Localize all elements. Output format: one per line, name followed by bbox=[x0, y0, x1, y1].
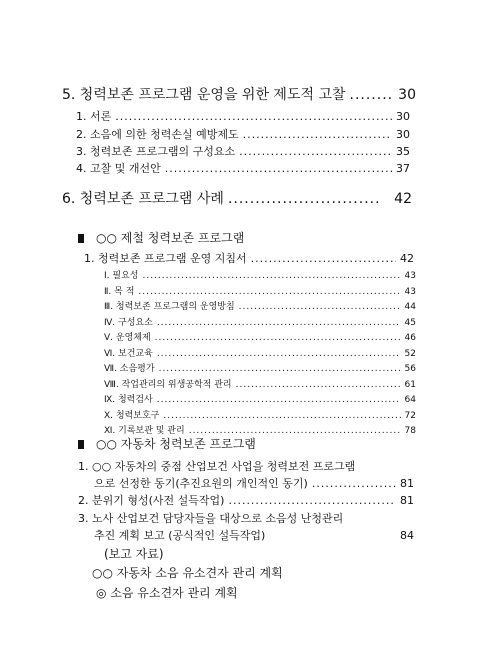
leader-dots bbox=[142, 271, 400, 281]
entry-title: 4. 고찰 및 개선안 bbox=[76, 162, 161, 175]
auto-sub-item-2: ◎ 소음 유소견자 관리 계획 bbox=[96, 586, 238, 600]
toc-entry bbox=[76, 160, 410, 176]
entry-title: Ⅶ. 소음평가 bbox=[104, 364, 155, 374]
entry-title: 2. 분위기 형성(사전 설득작업) bbox=[78, 494, 225, 507]
page-number: 44 bbox=[404, 302, 416, 312]
subsection-label: ○○ 자동차 청력보존 프로그램 bbox=[96, 437, 256, 451]
toc-section-5 bbox=[62, 84, 416, 104]
page-number: 30 bbox=[396, 110, 410, 123]
leader-dots bbox=[239, 145, 392, 158]
entry-title: 1. 서론 bbox=[76, 110, 112, 123]
auto-item-3-note: (보고 자료) bbox=[104, 547, 164, 561]
entry-title: Ⅺ. 기록보관 및 관리 bbox=[104, 426, 185, 436]
page-number: 45 bbox=[404, 317, 416, 328]
toc-entry bbox=[104, 346, 416, 359]
page-number: 35 bbox=[396, 145, 410, 158]
toc-entry bbox=[76, 126, 410, 142]
page-number: 52 bbox=[404, 348, 416, 359]
entry-title: 으로 선정한 동기(추진요원의 개인적인 동기) bbox=[94, 477, 308, 490]
page-number: 61 bbox=[404, 379, 416, 390]
toc-entry bbox=[104, 268, 416, 281]
page-number: 43 bbox=[404, 271, 416, 281]
page-number: 72 bbox=[404, 410, 416, 421]
toc-entry bbox=[84, 250, 414, 266]
entry-title: Ⅰ. 필요성 bbox=[104, 271, 139, 281]
leader-dots bbox=[350, 87, 395, 103]
square-bullet-icon bbox=[78, 234, 84, 243]
toc-entry bbox=[76, 108, 410, 124]
page-number: 46 bbox=[404, 333, 416, 343]
leader-dots bbox=[236, 380, 401, 390]
leader-dots bbox=[115, 110, 392, 123]
page-number: 81 bbox=[400, 494, 414, 507]
section-title: 6. 청력보존 프로그램 사례 bbox=[62, 191, 224, 207]
leader-dots bbox=[157, 318, 401, 328]
entry-title: 추진 계획 보고 (공식적인 설득작업) bbox=[94, 529, 266, 542]
auto-sub-item-1: ○○ 자동차 소음 유소견자 관리 계획 bbox=[92, 566, 283, 580]
toc-entry bbox=[104, 330, 416, 343]
leader-dots bbox=[228, 494, 396, 507]
leader-dots bbox=[163, 411, 400, 421]
toc-entry bbox=[104, 315, 416, 328]
entry-title: Ⅴ. 운영체제 bbox=[104, 333, 151, 343]
page-number: 43 bbox=[404, 286, 416, 297]
toc-entry bbox=[104, 299, 416, 312]
entry-title: 1. 청력보존 프로그램 운영 지침서 bbox=[84, 252, 247, 265]
toc-section-6 bbox=[62, 188, 412, 208]
entry-title: Ⅷ. 작업관리의 위생공학적 관리 bbox=[104, 379, 232, 390]
section-title: 5. 청력보존 프로그램 운영을 위한 제도적 고찰 bbox=[62, 87, 346, 103]
toc-entry bbox=[78, 492, 414, 508]
entry-title: Ⅳ. 구성요소 bbox=[104, 317, 153, 328]
leader-dots bbox=[165, 162, 392, 175]
toc-entry bbox=[94, 475, 414, 491]
page-number: 64 bbox=[404, 395, 416, 405]
page-number: 84 bbox=[400, 529, 414, 542]
leader-dots bbox=[243, 128, 392, 141]
entry-title: 3. 청력보존 프로그램의 구성요소 bbox=[76, 145, 236, 158]
leader-dots bbox=[157, 395, 401, 405]
entry-title: 2. 소음에 의한 청력손실 예방제도 bbox=[76, 128, 239, 141]
entry-title: Ⅵ. 보건교육 bbox=[104, 348, 153, 359]
auto-item-1-line-1: 1. ○○ 자동차의 중점 산업보건 사업을 청력보전 프로그램 bbox=[78, 460, 356, 473]
toc-entry bbox=[104, 408, 416, 421]
leader-dots bbox=[239, 302, 401, 312]
toc-entry bbox=[104, 284, 416, 297]
page-number: 78 bbox=[404, 426, 416, 436]
entry-title: Ⅸ. 청력검사 bbox=[104, 395, 153, 405]
page-number: 30 bbox=[398, 87, 416, 103]
entry-title: Ⅹ. 청력보호구 bbox=[104, 410, 160, 421]
steel-program-heading bbox=[78, 229, 244, 246]
leader-dots bbox=[157, 349, 401, 359]
subsection-label: ○○ 제철 청력보존 프로그램 bbox=[96, 231, 245, 245]
toc-entry bbox=[104, 392, 416, 405]
leader-dots bbox=[228, 191, 378, 207]
page-number: 42 bbox=[394, 191, 412, 207]
leader-dots bbox=[138, 287, 400, 297]
leader-dots bbox=[312, 477, 396, 490]
toc-entry bbox=[104, 361, 416, 374]
toc-entry bbox=[76, 143, 410, 159]
toc-entry bbox=[94, 527, 414, 543]
page-number: 37 bbox=[396, 162, 410, 175]
leader-dots bbox=[155, 333, 401, 343]
square-bullet-icon bbox=[78, 440, 84, 449]
page-number: 30 bbox=[396, 128, 410, 141]
entry-title: Ⅲ. 청력보존 프로그램의 운영방침 bbox=[104, 302, 235, 312]
entry-title: Ⅱ. 목 적 bbox=[104, 286, 135, 297]
page-number: 56 bbox=[404, 364, 416, 374]
page-number: 42 bbox=[400, 252, 414, 265]
leader-dots bbox=[159, 364, 401, 374]
auto-program-heading bbox=[78, 435, 256, 452]
auto-item-3-line-1: 3. 노사 산업보건 담당자들을 대상으로 소음성 난청관리 bbox=[78, 512, 344, 525]
leader-dots bbox=[251, 252, 396, 265]
page-number: 81 bbox=[400, 477, 414, 490]
toc-entry bbox=[104, 377, 416, 390]
